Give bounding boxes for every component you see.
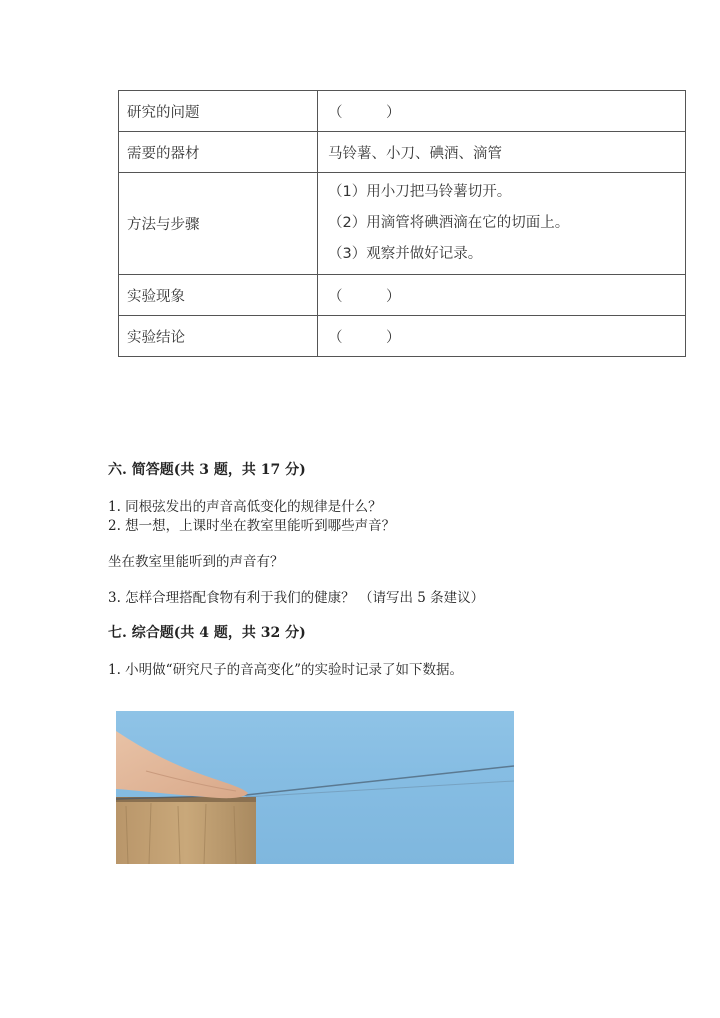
question-3: 3. 怎样合理搭配食物有利于我们的健康？ （请写出 5 条建议） bbox=[108, 590, 485, 606]
table-row bbox=[119, 91, 686, 132]
table-row bbox=[119, 132, 686, 173]
step-item: （3）观察并做好记录。 bbox=[328, 246, 483, 262]
question-2-prompt: 坐在教室里能听到的声音有？ bbox=[108, 554, 284, 570]
steps-list bbox=[318, 173, 686, 275]
materials-value: 马铃薯、小刀、碘酒、滴管 bbox=[318, 132, 686, 173]
section-7-heading: 七. 综合题(共 4 题，共 32 分) bbox=[108, 625, 306, 641]
section-6-heading: 六. 简答题(共 3 题，共 17 分) bbox=[108, 462, 306, 478]
answer-blank[interactable]: （ ） bbox=[318, 275, 686, 316]
question-1: 1. 同根弦发出的声音高低变化的规律是什么？ bbox=[108, 499, 382, 515]
row-label: 实验现象 bbox=[119, 275, 318, 316]
table-row bbox=[119, 173, 686, 275]
step-item: （2）用滴管将碘酒滴在它的切面上。 bbox=[328, 215, 570, 231]
ruler-experiment-photo bbox=[116, 711, 514, 864]
table-row bbox=[119, 316, 686, 357]
row-label: 方法与步骤 bbox=[119, 173, 318, 275]
row-label: 需要的器材 bbox=[119, 132, 318, 173]
experiment-table bbox=[118, 90, 686, 357]
hand bbox=[116, 731, 248, 798]
question-2: 2. 想一想，上课时坐在教室里能听到哪些声音？ bbox=[108, 518, 396, 534]
question-7-1: 1. 小明做“研究尺子的音高变化”的实验时记录了如下数据。 bbox=[108, 662, 463, 678]
answer-blank[interactable]: （ ） bbox=[318, 91, 686, 132]
answer-blank[interactable]: （ ） bbox=[318, 316, 686, 357]
ruler-experiment-illustration bbox=[116, 711, 514, 864]
table-row bbox=[119, 275, 686, 316]
row-label: 实验结论 bbox=[119, 316, 318, 357]
step-item: （1）用小刀把马铃薯切开。 bbox=[328, 184, 512, 200]
row-label: 研究的问题 bbox=[119, 91, 318, 132]
